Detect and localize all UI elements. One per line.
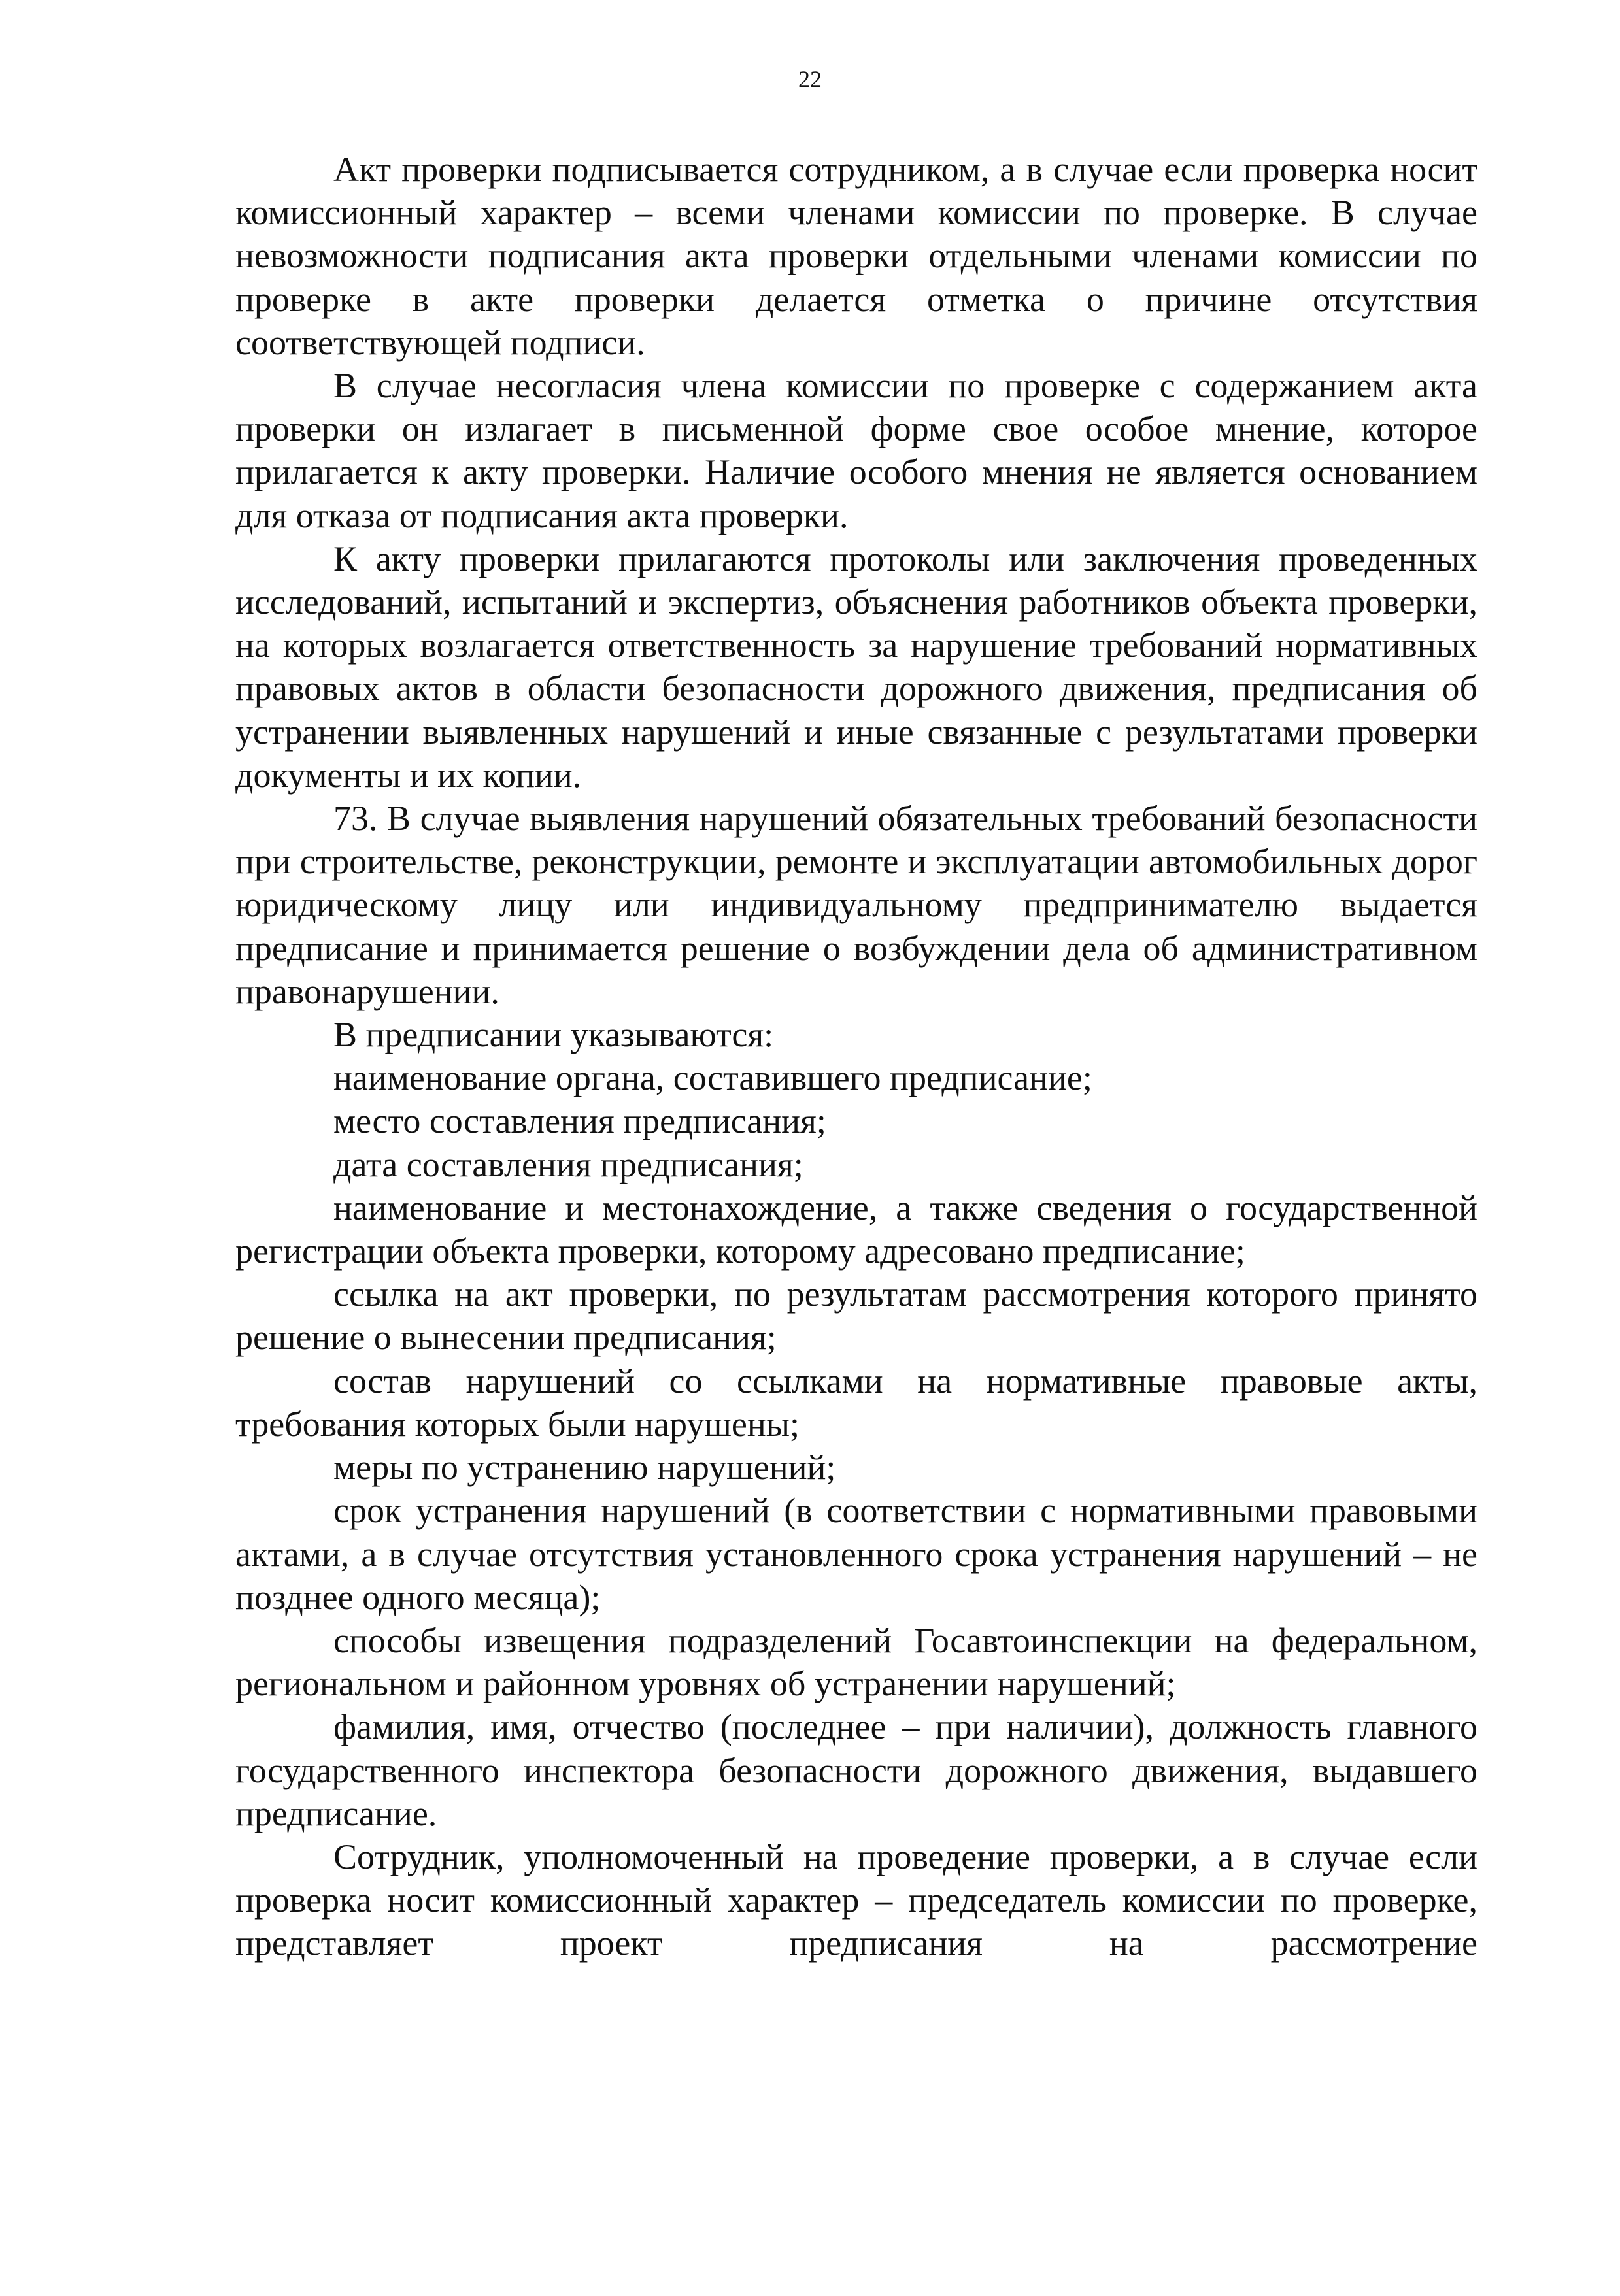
list-item-date: дата составления предписания;: [333, 1144, 803, 1184]
paragraph-prescription-contents: В предписании указываются:: [333, 1015, 774, 1055]
paragraph-dissent-opinion: В случае несогласия члена комиссии по проверке с содержанием акта проверки он излагает в письменной форме свое особое мнение, которое прилагается к акту проверки. Наличие особого мнения не является основанием для отказа от подписания акта проверки.: [235, 366, 1477, 535]
paragraph-act-signing: Акт проверки подписывается сотрудником, а в случае если проверка носит комиссионный характер – всеми членами комиссии по проверке. В случае невозможности подписания акта проверки отдельными членами комиссии по проверке в акте проверки делается отметка о причине отсутствия соответствующей подписи.: [235, 150, 1477, 362]
paragraph-submission: Сотрудник, уполномоченный на проведение проверки, а в случае если проверка носит комиссионный характер – председатель комиссии по проверке, представляет проект предписания на рассмотрение: [235, 1837, 1477, 1963]
paragraph-item-73: 73. В случае выявления нарушений обязательных требований безопасности при строительстве, реконструкции, ремонте и эксплуатации автомобильных дорог юридическому лицу или индивидуальному предпринимателю выдается предписание и принимается решение о возбуждении дела об административном правонарушении.: [235, 799, 1477, 1011]
list-item-inspector: фамилия, имя, отчество (последнее – при наличии), должность главного государственного инспектора безопасности дорожного движения, выдавшего предписание.: [235, 1707, 1477, 1833]
page-number: 22: [798, 66, 822, 92]
paragraph-act-attachments: К акту проверки прилагаются протоколы или заключения проведенных исследований, испытаний и экспертиз, объяснения работников объекта проверки, на которых возлагается ответственность за нарушение требований нормативных правовых актов в области безопасности дорожного движения, предписания об устранении выявленных нарушений и иные связанные с результатами проверки документы и их копии.: [235, 539, 1477, 795]
document-body: [235, 148, 1477, 1965]
list-item-violations: состав нарушений со ссылками на нормативные правовые акты, требования которых были нарушены;: [235, 1361, 1477, 1444]
list-item-notification-methods: способы извещения подразделений Госавтоинспекции на федеральном, региональном и районном уровнях об устранении нарушений;: [235, 1620, 1477, 1704]
list-item-deadline: срок устранения нарушений (в соответствии с нормативными правовыми актами, а в случае отсутствия установленного срока устранения нарушений – не позднее одного месяца);: [235, 1491, 1477, 1617]
list-item-object-info: наименование и местонахождение, а также сведения о государственной регистрации объекта проверки, которому адресовано предписание;: [235, 1188, 1477, 1271]
list-item-measures: меры по устранению нарушений;: [333, 1448, 836, 1488]
list-item-place: место составления предписания;: [333, 1101, 826, 1141]
list-item-act-reference: ссылка на акт проверки, по результатам рассмотрения которого принято решение о вынесении предписания;: [235, 1274, 1477, 1357]
list-item-authority-name: наименование органа, составившего предписание;: [333, 1058, 1092, 1098]
